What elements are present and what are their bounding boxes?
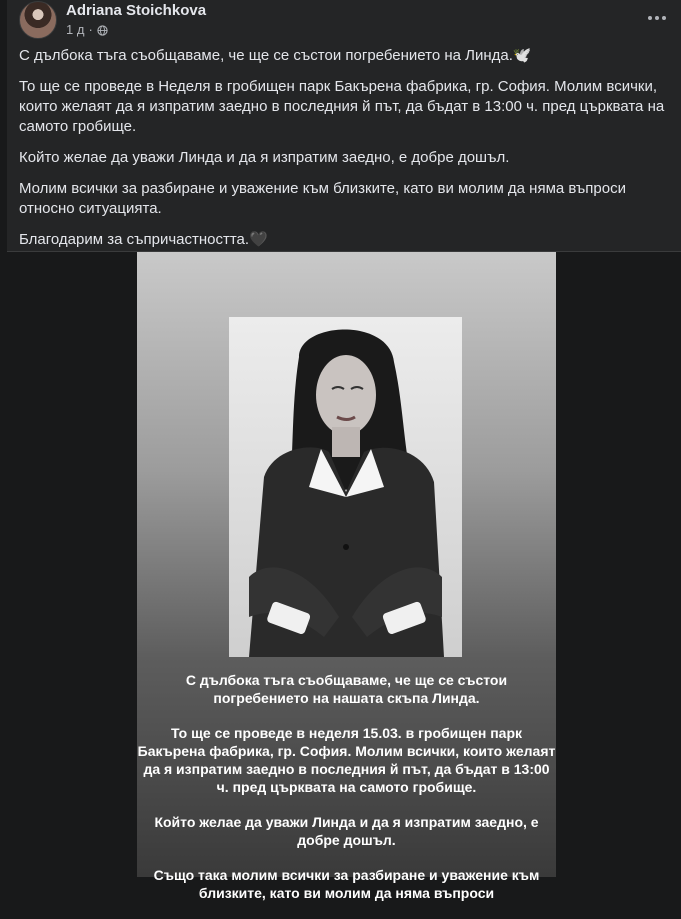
story-paragraph: То ще се проведе в неделя 15.03. в гробищен парк Бакърена фабрика, гр. София. Молим всички, които желаят да я изпратим заедно в последния й път, да бъдат в 13:00 ч. пред църквата на самото гробище. xyxy=(137,725,556,795)
portrait-photo xyxy=(229,317,462,657)
post-paragraph: Молим всички за разбиране и уважение към близките, като ви молим да няма въпроси относно ситуацията. xyxy=(19,180,626,217)
story-paragraph: Който желае да уважи Линда и да я изпратим заедно, е добре дошъл. xyxy=(154,814,539,848)
post-text xyxy=(19,46,669,261)
story-paragraph: Също така молим всички за разбиране и уважение към близките, като ви молим да няма въпроси xyxy=(153,867,540,901)
post-meta xyxy=(66,22,108,37)
post-paragraph: Който желае да уважи Линда и да я изпратим заедно, е добре дошъл. xyxy=(19,149,510,166)
post-paragraph: Благодарим за съпричастността.🖤 xyxy=(19,231,268,248)
story-paragraph: С дълбока тъга съобщаваме, че ще се състои погребението на нашата скъпа Линда. xyxy=(185,672,508,706)
author-avatar[interactable] xyxy=(19,1,57,39)
post-header xyxy=(19,0,669,44)
post-timestamp[interactable]: 1 д xyxy=(66,22,85,37)
author-name[interactable]: Adriana Stoichkova xyxy=(66,2,207,19)
post-media[interactable] xyxy=(7,251,681,901)
memorial-image[interactable] xyxy=(137,252,556,901)
more-icon[interactable] xyxy=(645,6,669,30)
feed-post xyxy=(7,0,681,901)
memorial-text xyxy=(137,671,556,919)
globe-icon[interactable] xyxy=(97,24,108,35)
post-paragraph: С дълбока тъга съобщаваме, че ще се състои погребението на Линда.🕊️ xyxy=(19,47,532,64)
meta-separator: · xyxy=(88,22,93,37)
post-paragraph: То ще се проведе в Неделя в гробищен парк Бакърена фабрика, гр. София. Молим всички, които желаят да я изпратим заедно в последния й път, да бъдат в 13:00 ч. пред църквата на самото гробище. xyxy=(19,78,665,135)
